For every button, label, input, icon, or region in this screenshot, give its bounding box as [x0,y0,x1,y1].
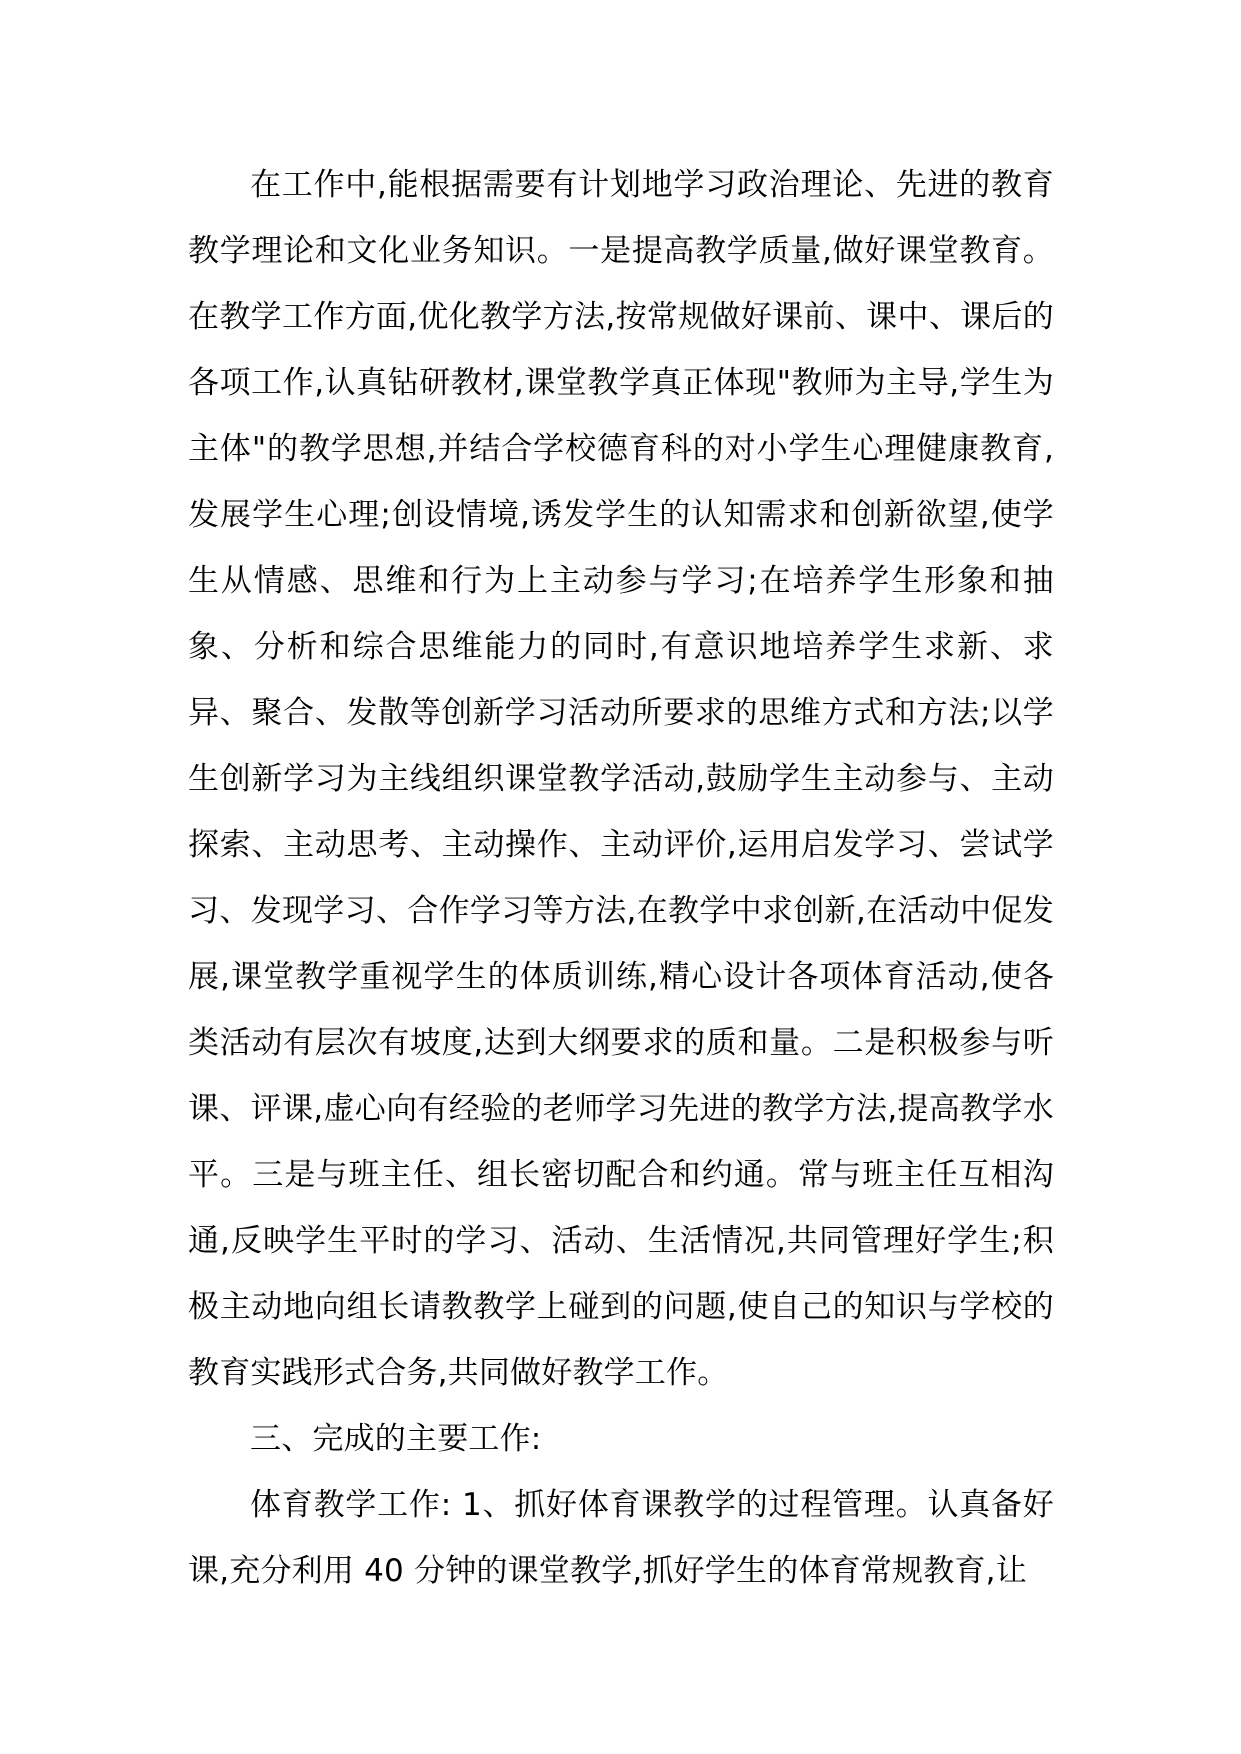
section-heading-main-work: 三、完成的主要工作: [250,1421,542,1457]
document-body [188,152,1054,1604]
paragraph-teaching-work: 在工作中,能根据需要有计划地学习政治理论、先进的教育教学理论和文化业务知识。一是提高教学质量,做好课堂教育。在教学工作方面,优化教学方法,按常规做好课前、课中、课后的各项工作,认真钻研教材,课堂教学真正体现"教师为主导,学生为主体"的教学思想,并结合学校德育科的对小学生心理健康教育,发展学生心理;创设情境,诱发学生的认知需求和创新欲望,使学生从情感、思维和行为上主动参与学习;在培养学生形象和抽象、分析和综合思维能力的同时,有意识地培养学生求新、求异、聚合、发散等创新学习活动所要求的思维方式和方法;以学生创新学习为主线组织课堂教学活动,鼓励学生主动参与、主动探索、主动思考、主动操作、主动评价,运用启发学习、尝试学习、发现学习、合作学习等方法,在教学中求创新,在活动中促发展,课堂教学重视学生的体质训练,精心设计各项体育活动,使各类活动有层次有坡度,达到大纲要求的质和量。二是积极参与听课、评课,虚心向有经验的老师学习先进的教学方法,提高教学水平。三是与班主任、组长密切配合和约通。常与班主任互相沟通,反映学生平时的学习、活动、生活情况,共同管理好学生;积极主动地向组长请教教学上碰到的问题,使自己的知识与学校的教育实践形式合务,共同做好教学工作。 [188,167,1054,1391]
paragraph-pe-teaching: 体育教学工作: 1、抓好体育课教学的过程管理。认真备好课,充分利用 40 分钟的课堂教学,抓好学生的体育常规教育,让 [188,1487,1054,1589]
